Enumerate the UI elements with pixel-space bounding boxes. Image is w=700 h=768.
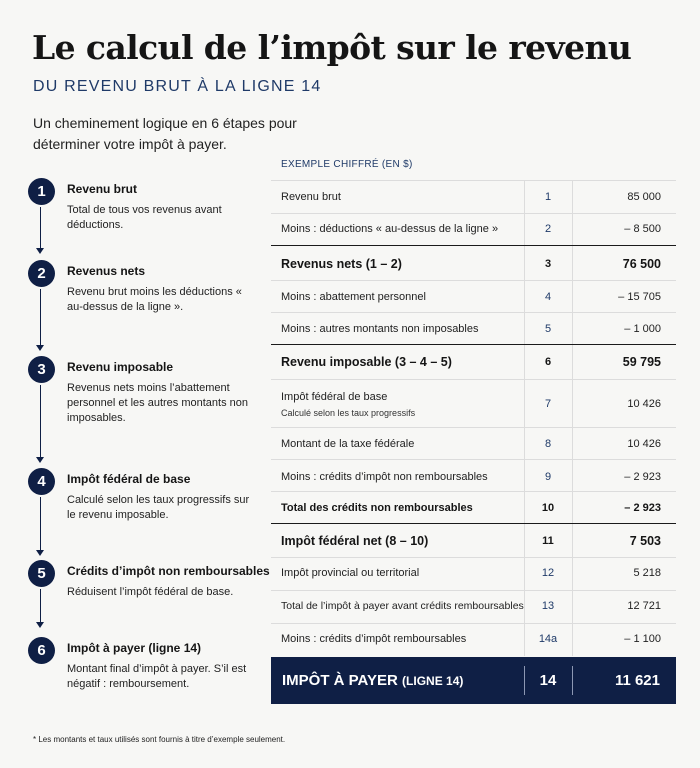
total-tax-payable-row xyxy=(271,657,676,704)
step-description: Montant final d’impôt à payer. S’il est négatif : remboursement. xyxy=(67,663,247,690)
step-description: Calculé selon les taux progressifs sur le revenu imposable. xyxy=(67,494,250,521)
row-amount: 85 000 xyxy=(627,191,661,203)
row-amount: – 1 100 xyxy=(624,633,661,645)
arrow-down-icon xyxy=(36,457,44,463)
footnote: * Les montants et taux utilisés sont fournis à titre d’exemple seulement. xyxy=(33,735,286,744)
step-title: Revenu imposable xyxy=(67,360,174,374)
row-line-number: 11 xyxy=(542,535,554,547)
page-subtitle: DU REVENU BRUT À LA LIGNE 14 xyxy=(33,78,322,95)
row-line-number: 7 xyxy=(544,398,552,410)
row-amount: 76 500 xyxy=(622,257,661,271)
step-title: Impôt à payer (ligne 14) xyxy=(67,641,202,655)
step-description: Réduisent l’impôt fédéral de base. xyxy=(67,586,234,598)
total-label xyxy=(282,672,463,689)
table-row-subtotal xyxy=(271,523,676,558)
row-label: Impôt provincial ou territorial xyxy=(281,567,420,579)
row-sublabel: Calculé selon les taux progressifs xyxy=(281,408,416,418)
step-description: Revenu brut moins les déductions « au-dessus de la ligne ». xyxy=(67,286,242,313)
step-connector-line xyxy=(40,385,41,459)
row-line-number: 13 xyxy=(541,600,555,612)
row-line-number: 9 xyxy=(544,471,552,483)
row-line-number: 12 xyxy=(541,567,555,579)
row-line-number: 14a xyxy=(538,633,558,645)
arrow-down-icon xyxy=(36,622,44,628)
table-row-subtotal xyxy=(271,491,676,524)
column-divider xyxy=(572,666,573,695)
table-row xyxy=(271,427,676,460)
row-label: Revenus nets (1 – 2) xyxy=(281,257,402,271)
row-label: Moins : crédits d’impôt non remboursables xyxy=(281,471,488,483)
row-label: Revenu imposable (3 – 4 – 5) xyxy=(281,355,452,369)
row-amount: 5 218 xyxy=(633,567,661,579)
step-title: Revenus nets xyxy=(67,264,146,278)
row-label: Montant de la taxe fédérale xyxy=(281,438,415,450)
row-line-number: 4 xyxy=(544,291,552,303)
table-row xyxy=(271,280,676,313)
row-label: Impôt fédéral de base xyxy=(281,391,388,403)
step-title: Impôt fédéral de base xyxy=(67,472,191,486)
row-amount: – 8 500 xyxy=(624,223,661,235)
row-amount: 59 795 xyxy=(622,355,661,369)
row-line-number: 3 xyxy=(544,258,552,270)
table-row-subtotal xyxy=(271,344,676,380)
step-number-badge: 1 xyxy=(28,178,55,205)
arrow-down-icon xyxy=(36,345,44,351)
row-label: Total de l’impôt à payer avant crédits remboursables xyxy=(281,600,524,612)
table-row-subtotal xyxy=(271,245,676,281)
example-table-label: EXEMPLE CHIFFRÉ (EN $) xyxy=(281,159,413,170)
total-amount: 11 621 xyxy=(614,672,660,689)
row-amount: 12 721 xyxy=(627,600,661,612)
table-row xyxy=(271,557,676,591)
row-label: Impôt fédéral net (8 – 10) xyxy=(281,534,429,548)
table-row xyxy=(271,459,676,492)
row-line-number: 10 xyxy=(541,502,555,514)
total-label-main: IMPÔT À PAYER xyxy=(282,672,398,689)
step-connector-line xyxy=(40,589,41,624)
row-label: Total des crédits non remboursables xyxy=(281,502,473,514)
step-description: Total de tous vos revenus avant déductions. xyxy=(67,204,222,231)
row-amount: – 1 000 xyxy=(624,323,661,335)
row-label: Moins : déductions « au-dessus de la ligne » xyxy=(281,223,499,235)
row-label: Moins : abattement personnel xyxy=(281,291,426,303)
table-row xyxy=(271,213,676,246)
row-label: Moins : autres montants non imposables xyxy=(281,323,479,335)
step-connector-line xyxy=(40,207,41,250)
table-row xyxy=(271,590,676,624)
step-number-badge: 3 xyxy=(28,356,55,383)
row-line-number: 6 xyxy=(544,356,552,368)
row-amount: – 2 923 xyxy=(624,471,661,483)
step-number-badge: 6 xyxy=(28,637,55,664)
intro-text: Un cheminement logique en 6 étapes pour déterminer votre impôt à payer. xyxy=(33,115,297,152)
row-line-number: 8 xyxy=(544,438,552,450)
total-line-number: 14 xyxy=(539,672,557,689)
row-label: Revenu brut xyxy=(281,191,341,203)
steps-timeline xyxy=(26,178,270,698)
step-number-badge: 5 xyxy=(28,560,55,587)
row-amount: 10 426 xyxy=(627,398,661,410)
row-line-number: 1 xyxy=(544,191,552,203)
step-number-badge: 2 xyxy=(28,260,55,287)
arrow-down-icon xyxy=(36,248,44,254)
table-row xyxy=(271,623,676,657)
table-row xyxy=(271,312,676,345)
row-label: Moins : crédits d’impôt remboursables xyxy=(281,633,467,645)
row-amount: 10 426 xyxy=(627,438,661,450)
step-connector-line xyxy=(40,289,41,347)
step-connector-line xyxy=(40,497,41,552)
step-title: Revenu brut xyxy=(67,182,138,196)
step-title: Crédits d’impôt non remboursables xyxy=(67,564,270,578)
step-description: Revenus nets moins l’abattement personnel et les autres montants non imposables. xyxy=(67,382,249,424)
arrow-down-icon xyxy=(36,550,44,556)
table-row xyxy=(271,379,676,428)
row-amount: – 15 705 xyxy=(618,291,661,303)
table-row xyxy=(271,180,676,214)
step-number-badge: 4 xyxy=(28,468,55,495)
row-amount: 7 503 xyxy=(629,534,661,548)
row-line-number: 5 xyxy=(544,323,552,335)
total-label-suffix: (LIGNE 14) xyxy=(402,674,464,688)
page-title: Le calcul de l’impôt sur le revenu xyxy=(32,28,632,67)
row-line-number: 2 xyxy=(544,223,552,235)
row-amount: – 2 923 xyxy=(624,502,661,514)
